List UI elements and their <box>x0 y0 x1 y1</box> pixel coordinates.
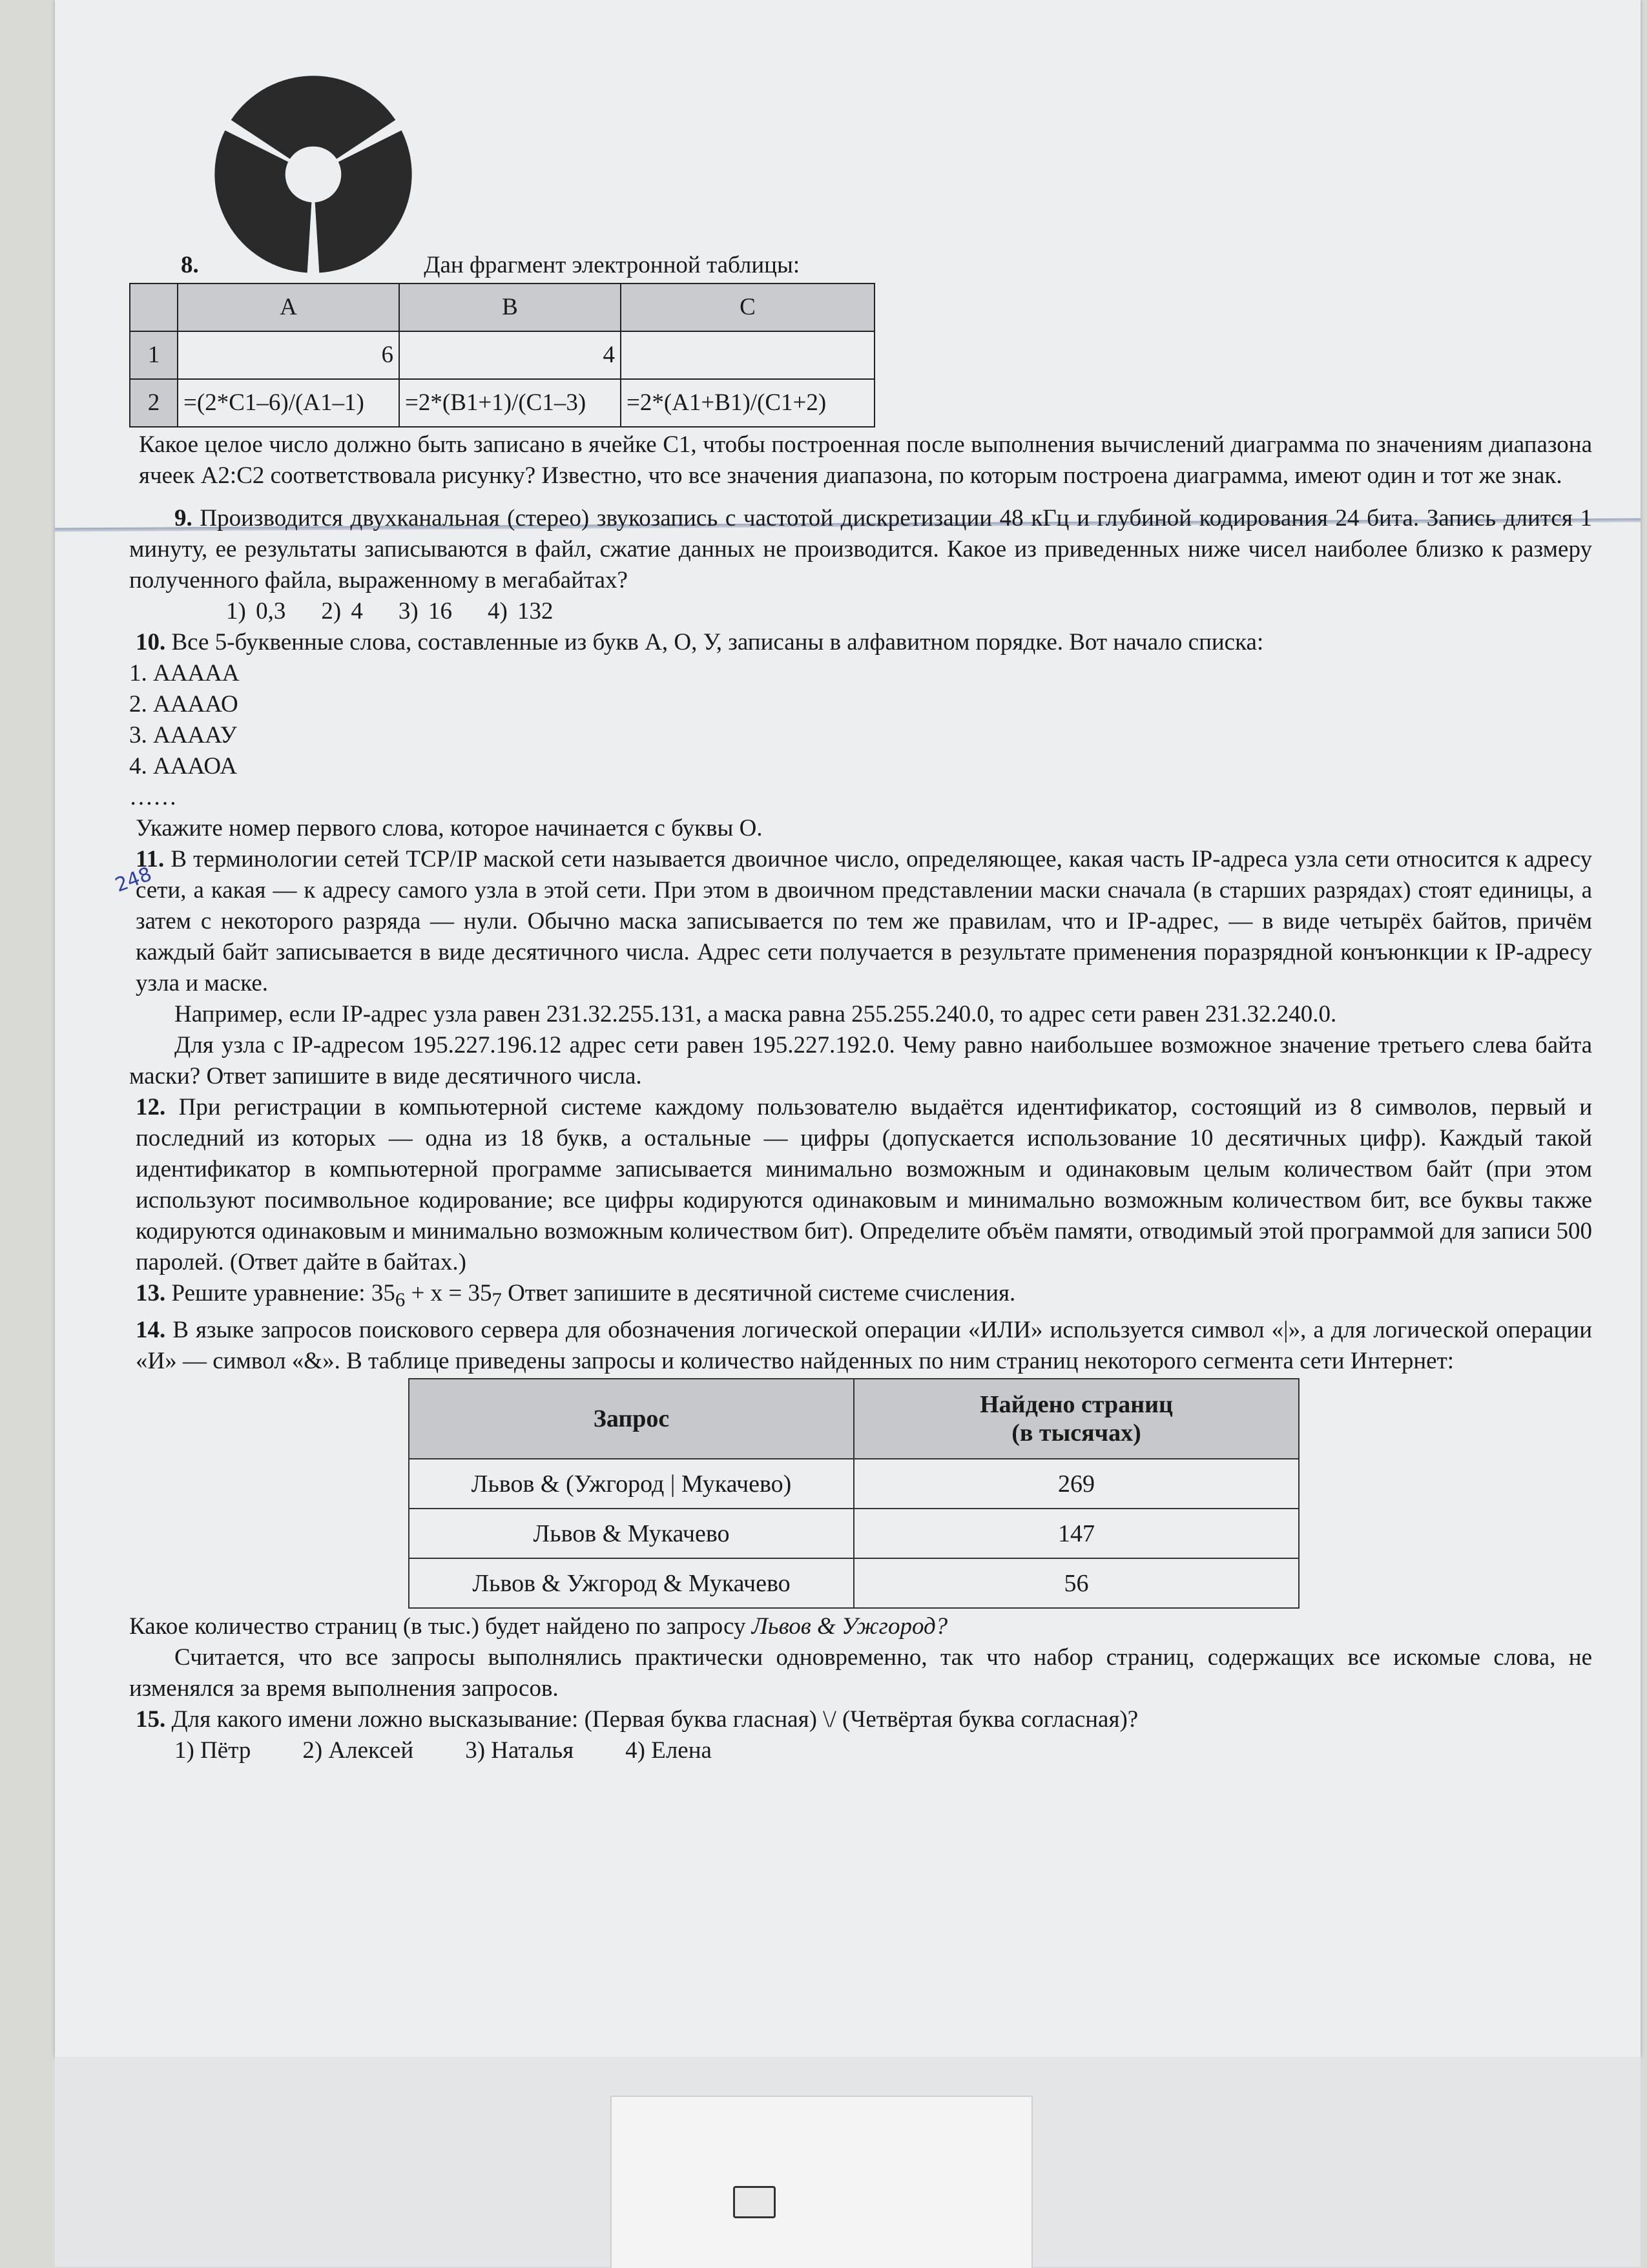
pages-cell: 147 <box>854 1509 1299 1558</box>
query-table-header <box>409 1379 1299 1459</box>
q9-paragraph <box>129 503 1592 596</box>
q14-question <box>129 1611 1592 1642</box>
row-header-2: 2 <box>130 379 178 427</box>
q9-text: Производится двухканальная (стерео) звукозапись с частотой дискретизации 48 кГц и глубиной кодирования 24 бита. Запись длится 1 минуту, ее результаты записываются в файл, сжатие данных не производится. Какое из приведенных ниже чисел наиболее близко к размеру полученного файла, выраженному в мегабайтах? <box>129 505 1593 593</box>
cell-c2: =2*(A1+B1)/(C1+2) <box>621 379 875 427</box>
col-header-b: B <box>399 284 621 331</box>
q9-number: 9. <box>174 505 192 531</box>
q10-text: Все 5-буквенные слова, составленные из букв А, О, У, записаны в алфавитном порядке. Вот начало списка: <box>171 629 1264 655</box>
scanner-clip <box>610 2096 1033 2268</box>
q11-paragraph <box>129 844 1592 999</box>
q13-text-a: Решите уравнение: 35 <box>171 1280 395 1306</box>
table-row <box>409 1459 1299 1509</box>
q15-option-4: 4) Елена <box>625 1737 712 1764</box>
cell-a1: 6 <box>178 331 399 379</box>
q12-number: 12. <box>136 1094 166 1120</box>
q15-option-3: 3) Наталья <box>465 1737 574 1764</box>
corner-cell <box>130 284 178 331</box>
q10-list-item: 1. ААААА <box>129 660 240 686</box>
q14-number: 14. <box>136 1317 166 1344</box>
q10-question: Укажите номер первого слова, которое начинается с буквы О. <box>136 815 763 841</box>
cell-b1: 4 <box>399 331 621 379</box>
q15-option-1: 1) Пётр <box>174 1737 251 1764</box>
q12-paragraph <box>129 1092 1592 1278</box>
query-cell: Львов & Ужгород & Мукачево <box>409 1558 854 1608</box>
q14-question-query: Львов & Ужгород? <box>751 1613 948 1640</box>
q9-option-2: 2) 4 <box>321 598 363 624</box>
pages-cell: 269 <box>854 1459 1299 1509</box>
q10-number: 10. <box>136 629 166 655</box>
q13-number: 13. <box>136 1280 166 1306</box>
q13-base-b: 7 <box>492 1288 502 1311</box>
cell-b2: =2*(B1+1)/(C1–3) <box>399 379 621 427</box>
q15-paragraph <box>129 1704 1592 1735</box>
spreadsheet-row-2 <box>130 379 875 427</box>
q8-heading <box>181 250 1473 281</box>
clip-knob <box>733 2186 776 2218</box>
pages-col-header <box>854 1379 1299 1459</box>
q15-text: Для какого имени ложно высказывание: (Первая буква гласная) \/ (Четвёртая буква согласная)? <box>171 1706 1139 1733</box>
col-header-a: A <box>178 284 399 331</box>
q13-base-a: 6 <box>395 1288 406 1311</box>
q14-note: Считается, что все запросы выполнялись практически одновременно, так что набор страниц, содержащих все искомые слова, не изменялся за время выполнения запросов. <box>129 1644 1592 1702</box>
pie-chart <box>207 68 420 281</box>
col-header-c: C <box>621 284 875 331</box>
q13-paragraph <box>129 1278 1592 1315</box>
pie-center-hole <box>285 147 342 203</box>
q11-question: Для узла с IP-адресом 195.227.196.12 адрес сети равен 195.227.192.0. Чему равно наибольшее возможное значение третьего слева байта маски? Ответ запишите в виде десятичного числа. <box>129 1032 1592 1089</box>
spreadsheet-row-1 <box>130 331 875 379</box>
spreadsheet-fragment <box>129 283 875 428</box>
query-cell: Львов & Мукачево <box>409 1509 854 1558</box>
q8-number: 8. <box>181 252 199 278</box>
pages-col-header-line2: (в тысячах) <box>1011 1419 1141 1447</box>
q13-text-c: Ответ запишите в десятичной системе счисления. <box>501 1280 1016 1306</box>
q13-text-b: + x = 35 <box>405 1280 492 1306</box>
pages-col-header-line1: Найдено страниц <box>980 1391 1173 1419</box>
q10-list-item: 2. ААААО <box>129 691 238 717</box>
q8-text: Какое целое число должно быть записано в ячейке C1, чтобы построенная после выполнения вычислений диаграмма по значениям диапазона ячеек A2:C2 соответствовала рисунку? Известно, что все значения диапазона, по которым построена диаграмма, имеют один и тот же знак. <box>139 431 1592 489</box>
table-row <box>409 1509 1299 1558</box>
q10-list-item: 3. ААААУ <box>129 722 237 748</box>
q10-list-item: 4. АААОА <box>129 753 237 779</box>
q15-option-2: 2) Алексей <box>302 1737 414 1764</box>
q11-text: В терминологии сетей TCP/IP маской сети называется двоичное число, определяющее, какая часть IP-адреса узла сети относится к адресу сети, а какая — к адресу самого узла в этой сети. При этом в двоичном представлении маски сначала (в старших разрядах) стоят единицы, а затем с некоторого разряда — нули. Обычно маска записывается по тем же правилам, что и IP-адрес, — в виде четырёх байтов, причём каждый байт записывается в виде десятичного числа. Адрес сети получается в результате применения поразрядной конъюнкции к IP-адресу узла и маске. <box>136 846 1593 996</box>
q14-question-text: Какое количество страниц (в тыс.) будет найдено по запросу <box>129 1613 752 1640</box>
cell-a2: =(2*C1–6)/(A1–1) <box>178 379 399 427</box>
q9-option-1: 1) 0,3 <box>226 598 286 624</box>
query-col-header: Запрос <box>409 1379 854 1459</box>
query-cell: Львов & (Ужгород | Мукачево) <box>409 1459 854 1509</box>
spreadsheet-header-row <box>130 284 875 331</box>
q9-option-4: 4) 132 <box>487 598 554 624</box>
table-row <box>409 1558 1299 1608</box>
q9-options <box>129 596 1592 627</box>
q12-text: При регистрации в компьютерной системе каждому пользователю выдаётся идентификатор, состоящий из 8 символов, первый и последний из которых — одна из 18 букв, а остальные — цифры (допускается использование 10 десятичных цифр). Каждый такой идентификатор в компьютерной программе записывается минимально возможным и одинаковым целым количеством байт (при этом используют посимвольное кодирование; все цифры кодируются одинаковым и минимально возможным количеством бит, все буквы также кодируются одинаковым и минимально возможным количеством бит). Определите объём памяти, отводимый этой программой для записи 500 паролей. (Ответ дайте в байтах.) <box>136 1094 1592 1275</box>
q10-list-ellipsis: …… <box>129 784 177 810</box>
q14-paragraph <box>129 1315 1592 1377</box>
q9-option-3: 3) 16 <box>398 598 452 624</box>
q8-intro: Дан фрагмент электронной таблицы: <box>424 252 800 278</box>
q10-paragraph <box>129 627 1592 658</box>
q15-options <box>129 1735 1592 1766</box>
q15-number: 15. <box>136 1706 166 1733</box>
q11-number: 11. <box>136 846 165 872</box>
q11-example: Например, если IP-адрес узла равен 231.32.255.131, а маска равна 255.255.240.0, то адрес сети равен 231.32.240.0. <box>174 1001 1337 1027</box>
cell-c1 <box>621 331 875 379</box>
q14-text: В языке запросов поискового сервера для обозначения логической операции «ИЛИ» используется символ «|», а для логической операции «И» — символ «&». В таблице приведены запросы и количество найденных по ним страниц некоторого сегмента сети Интернет: <box>136 1317 1593 1375</box>
handwritten-note: 248 <box>112 863 155 897</box>
query-table <box>408 1378 1300 1609</box>
pages-cell: 56 <box>854 1558 1299 1608</box>
row-header-1: 1 <box>130 331 178 379</box>
